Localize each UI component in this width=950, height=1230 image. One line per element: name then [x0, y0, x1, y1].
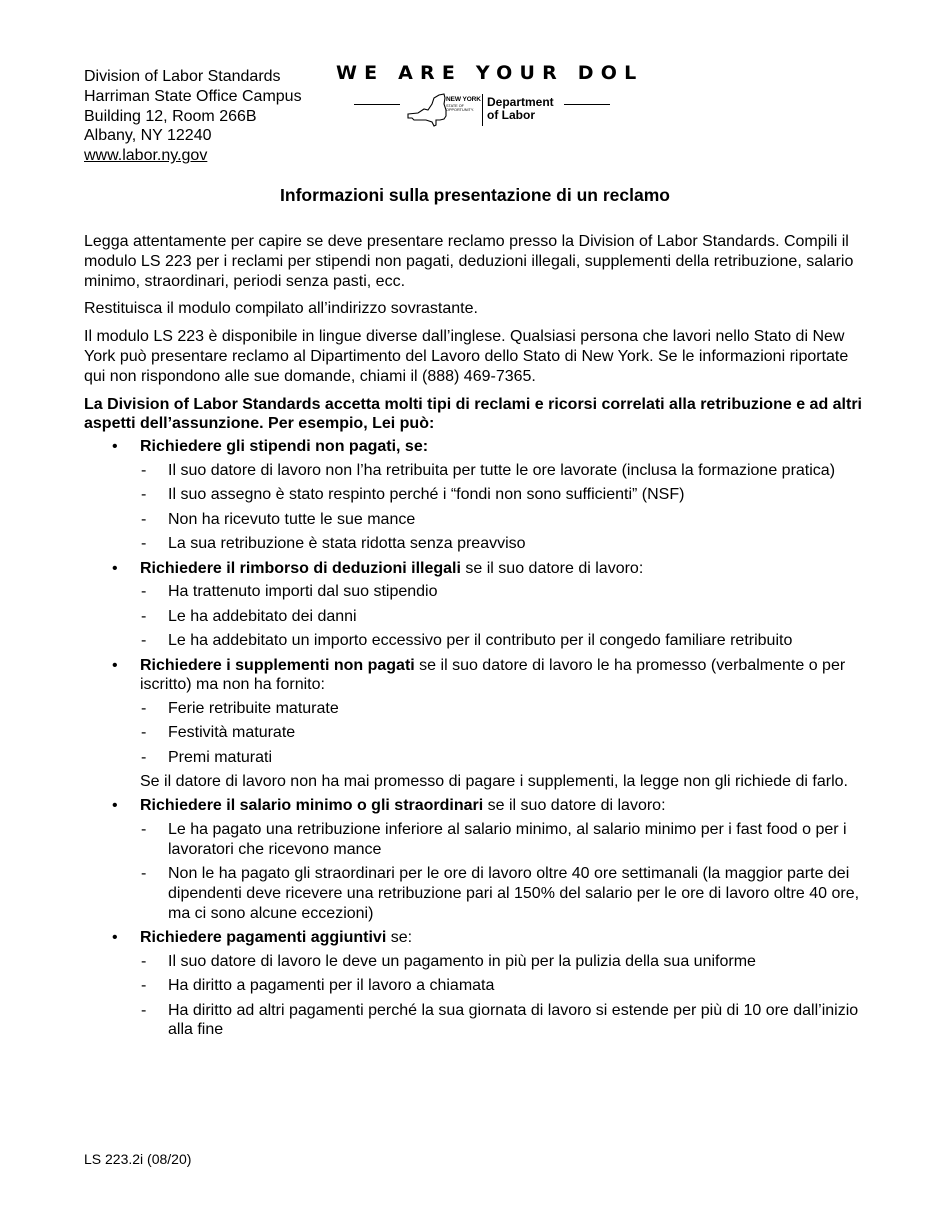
logo-slogan: WE ARE YOUR DOL [336, 62, 644, 84]
claim-section [84, 656, 874, 793]
claim-items [140, 582, 874, 651]
dash: - [141, 607, 147, 625]
claim-section [84, 796, 874, 923]
dash: - [141, 486, 147, 504]
dash: - [141, 461, 147, 479]
document-body [84, 232, 874, 1045]
logo-state-name: NEW YORK [446, 96, 481, 103]
claim-heading-rest: se il suo datore di lavoro le ha promesso (verbalmente o per iscritto) ma non ha fornito: [140, 656, 846, 694]
claim-heading: Richiedere il rimborso di deduzioni illegali [140, 559, 461, 577]
claim-heading: Richiedere i supplementi non pagati [140, 656, 415, 674]
dash: - [141, 632, 147, 650]
claims-intro: La Division of Labor Standards accetta molti tipi di reclami e ricorsi correlati alla retribuzione e ad altri aspetti dell’assunzione. Per esempio, Lei può: [84, 395, 862, 433]
list-item-text: Il suo assegno è stato respinto perché i “fondi non sono sufficienti” (NSF) [168, 486, 685, 504]
list-item-text: Il suo datore di lavoro le deve un pagamento in più per la pulizia della sua uniforme [168, 952, 756, 970]
bullet: • [112, 559, 118, 577]
claim-heading-rest: se il suo datore di lavoro: [483, 797, 666, 815]
list-item [140, 976, 874, 996]
list-item [140, 485, 874, 505]
list-item-text: Festività maturate [168, 724, 296, 742]
supplements-note: Se il datore di lavoro non ha mai promesso di pagare i supplementi, la legge non gli richiede di farlo. [140, 773, 848, 791]
logo-department [487, 96, 554, 122]
claim-heading: Richiedere gli stipendi non pagati, se: [140, 438, 429, 456]
claim-heading-rest: se: [386, 929, 413, 947]
list-item-text: Le ha addebitato dei danni [168, 607, 357, 625]
dash: - [141, 583, 147, 601]
claims-list [84, 437, 874, 1040]
logo-divider [482, 94, 483, 126]
dash: - [141, 1001, 147, 1019]
return-instruction: Restituisca il modulo compilato all’indirizzo sovrastante. [84, 300, 478, 318]
list-item-text: Non le ha pagato gli straordinari per le ore di lavoro oltre 40 ore settimanali (la maggior parte dei dipendenti deve ricevere una retribuzione pari al 150% del salario per le ore di lavoro oltre 40 ore, ma ci sono alcune eccezioni) [168, 865, 860, 922]
claim-heading-rest: se il suo datore di lavoro: [460, 559, 644, 577]
logo-rule-right [564, 104, 610, 105]
list-item [140, 631, 874, 651]
list-item-text: Le ha pagato una retribuzione inferiore al salario minimo, al salario minimo per i fast food o per i lavoratori che ricevono mance [168, 820, 847, 858]
dash: - [141, 820, 147, 838]
list-item [140, 820, 874, 860]
language-paragraph: Il modulo LS 223 è disponibile in lingue diverse dall’inglese. Qualsiasi persona che lavori nello Stato di New York può presentare reclamo al Dipartimento del Lavoro dello Stato di New York. Se le informazioni riportate qui non rispondono alle sue domande, chiami il (888) 469-7365. [84, 328, 849, 385]
claim-items [140, 461, 874, 554]
claim-section [84, 437, 874, 554]
list-item-text: Il suo datore di lavoro non l’ha retribuita per tutte le ore lavorate (inclusa la formazione pratica) [168, 461, 836, 479]
dash: - [141, 510, 147, 528]
claim-items [140, 699, 874, 768]
form-code: LS 223.2i (08/20) [84, 1151, 192, 1167]
logo-state-tagline: STATE OF OPPORTUNITY. [446, 104, 474, 113]
list-item-text: Ha trattenuto importi dal suo stipendio [168, 583, 438, 601]
address-line-3: Building 12, Room 266B [84, 107, 257, 125]
list-item [140, 748, 874, 768]
list-item [140, 607, 874, 627]
address-line-4: Albany, NY 12240 [84, 127, 212, 145]
list-item [140, 1001, 874, 1041]
dash: - [141, 865, 147, 883]
address-line-2: Harriman State Office Campus [84, 87, 302, 105]
list-item [140, 699, 874, 719]
claim-items [140, 820, 874, 924]
logo-rule-left [354, 104, 400, 105]
list-item [140, 864, 874, 923]
claim-heading: Richiedere pagamenti aggiuntivi [140, 929, 387, 947]
list-item-text: Ferie retribuite maturate [168, 700, 339, 718]
intro-paragraph: Legga attentamente per capire se deve presentare reclamo presso la Division of Labor Standards. Compili il modulo LS 223 per i reclami per stipendi non pagati, deduzioni illegali, supplementi della retribuzione, salario minimo, straordinari, periodi senza pasti, ecc. [84, 233, 854, 290]
address-line-1: Division of Labor Standards [84, 68, 281, 85]
claim-items [140, 952, 874, 1040]
bullet: • [112, 438, 118, 456]
bullet: • [112, 929, 118, 947]
list-item [140, 723, 874, 743]
logo-department-line-1: Department [487, 95, 554, 109]
list-item [140, 461, 874, 481]
list-item [140, 952, 874, 972]
bullet: • [112, 797, 118, 815]
list-item [140, 582, 874, 602]
dash: - [141, 952, 147, 970]
claim-section [84, 559, 874, 651]
dash: - [141, 535, 147, 553]
dash: - [141, 977, 147, 995]
list-item [140, 534, 874, 554]
list-item-text: Premi maturati [168, 748, 273, 766]
list-item-text: La sua retribuzione è stata ridotta senza preavviso [168, 535, 526, 553]
dash: - [141, 724, 147, 742]
logo-department-line-2: of Labor [487, 108, 535, 122]
return-address [84, 67, 302, 166]
bullet: • [112, 656, 118, 674]
website-link[interactable]: www.labor.ny.gov [84, 147, 208, 165]
dash: - [141, 748, 147, 766]
list-item-text: Ha diritto ad altri pagamenti perché la sua giornata di lavoro si estende per più di 10 ore dall’inizio alla fine [168, 1001, 859, 1039]
document-title: Informazioni sulla presentazione di un reclamo [280, 185, 670, 205]
list-item [140, 510, 874, 530]
list-item-text: Ha diritto a pagamenti per il lavoro a chiamata [168, 977, 495, 995]
dash: - [141, 700, 147, 718]
list-item-text: Le ha addebitato un importo eccessivo per il contributo per il congedo familiare retribuito [168, 632, 793, 650]
list-item-text: Non ha ricevuto tutte le sue mance [168, 510, 416, 528]
claim-heading: Richiedere il salario minimo o gli straordinari [140, 797, 484, 815]
claim-section [84, 928, 874, 1040]
dol-logo [336, 62, 644, 132]
